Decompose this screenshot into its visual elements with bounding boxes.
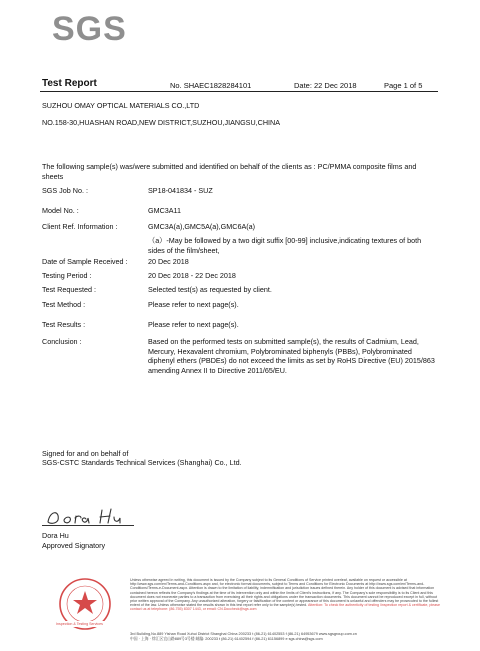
conclusion-value: Based on the performed tests on submitted sample(s), the results of Cadmium, Lead, Mercury, Hexavalent chromium, Polybrominated biphenyls (PBBs), Polybrominated diphenyl ethers (PBDEs) do not exceed the limits as set by RoHS Directive (EU) 2015/863 amending Annex II to Directive 2011/65/EU. bbox=[148, 337, 435, 375]
report-date: Date: 22 Dec 2018 bbox=[294, 81, 357, 90]
test-method-label: Test Method : bbox=[42, 300, 86, 309]
test-results-label: Test Results : bbox=[42, 320, 86, 329]
test-results-value: Please refer to next page(s). bbox=[148, 320, 239, 329]
signoff-line1: Signed for and on behalf of bbox=[42, 449, 129, 458]
page-number: Page 1 of 5 bbox=[384, 81, 423, 90]
handwritten-signature bbox=[44, 506, 134, 532]
test-method-value: Please refer to next page(s). bbox=[148, 300, 239, 309]
client-ref-label: Client Ref. Information : bbox=[42, 222, 118, 231]
company-address: NO.158-30,HUASHAN ROAD,NEW DISTRICT,SUZHOU,JIANGSU,CHINA bbox=[42, 118, 281, 127]
footer-disclaimer bbox=[130, 578, 440, 612]
header-rule bbox=[40, 91, 438, 92]
address-english: 3rd Building,No.889 Yishan Road Xuhui District Shanghai China 200233 t (86-21) 61402553 f (86-21) 64953679 www.sgsgroup.com.cn bbox=[130, 632, 357, 636]
signature-rule bbox=[42, 525, 134, 526]
testing-period-label: Testing Period : bbox=[42, 271, 92, 280]
signatory-name: Dora Hu bbox=[42, 531, 69, 540]
client-ref-note: （a）-May be followed by a two digit suffix [00-99] inclusive,indicating textures of both sides of the film/sheet, bbox=[148, 236, 422, 255]
stamp-caption: Inspection & Testing Services bbox=[56, 622, 103, 626]
test-requested-label: Test Requested : bbox=[42, 285, 96, 294]
signatory-role: Approved Signatory bbox=[42, 541, 106, 550]
sgs-logo: SGS bbox=[52, 10, 127, 48]
test-requested-value: Selected test(s) as requested by client. bbox=[148, 285, 272, 294]
footer-address bbox=[130, 632, 440, 648]
address-chinese: 中国 · 上海 · 徐汇区宜山路889号3号楼 邮编: 200233 t (86-21) 61402594 f (86-21) 61156899 e sgs.china@sgs.com bbox=[130, 637, 323, 641]
job-no-value: SP18-041834 - SUZ bbox=[148, 186, 213, 195]
disclaimer-text: Unless otherwise agreed in writing, this document is issued by the Company subject to its General Conditions of Service printed overleaf, available on request or accessible at http://www.sgs.com/en/Terms-and-Conditions.aspx and, for electronic format documents, subject to Terms and Conditions for Electronic Documents at http://www.sgs.com/en/Terms-and-Conditions/Terms-e-Document.aspx. Attention is drawn to the limitation of liability, indemnification and jurisdiction issues defined therein. Any holder of this document is advised that information contained hereon reflects the Company's findings at the time of its intervention only and within the limits of Client's instructions, if any. The Company's sole responsibility is to its Client and this document does not exonerate parties to a transaction from exercising all their rights and obligations under the transaction documents. This document cannot be reproduced except in full, without prior written approval of the Company. Any unauthorized alteration, forgery or falsification of the content or appearance of this document is unlawful and offenders may be prosecuted to the fullest extent of the law. Unless otherwise stated the results shown in this test report refer only to the sample(s) tested. bbox=[130, 578, 439, 608]
client-ref-value: GMC3A(a),GMC5A(a),GMC6A(a) bbox=[148, 222, 256, 231]
model-no-value: GMC3A11 bbox=[148, 206, 182, 215]
model-no-label: Model No. : bbox=[42, 206, 79, 215]
intro-text: The following sample(s) was/were submitted and identified on behalf of the clients as : PC/PMMA composite films and sheets bbox=[42, 162, 417, 181]
report-title: Test Report bbox=[42, 78, 97, 89]
signoff-line2: SGS-CSTC Standards Technical Services (Shanghai) Co., Ltd. bbox=[42, 458, 242, 467]
conclusion-label: Conclusion : bbox=[42, 337, 82, 346]
company-name: SUZHOU OMAY OPTICAL MATERIALS CO.,LTD bbox=[42, 101, 200, 110]
testing-period-value: 20 Dec 2018 - 22 Dec 2018 bbox=[148, 271, 236, 280]
report-number: No. SHAEC1828284101 bbox=[170, 81, 252, 90]
official-stamp bbox=[46, 577, 124, 631]
receipt-date-label: Date of Sample Received : bbox=[42, 257, 128, 266]
job-no-label: SGS Job No. : bbox=[42, 186, 88, 195]
receipt-date-value: 20 Dec 2018 bbox=[148, 257, 189, 266]
authenticity-notice: Attention: To check the authenticity of testing /inspection report & certificate, please contact us at telephone: (86-755) 8307 1443, or email: CN.Doccheck@sgs.com bbox=[130, 603, 440, 612]
